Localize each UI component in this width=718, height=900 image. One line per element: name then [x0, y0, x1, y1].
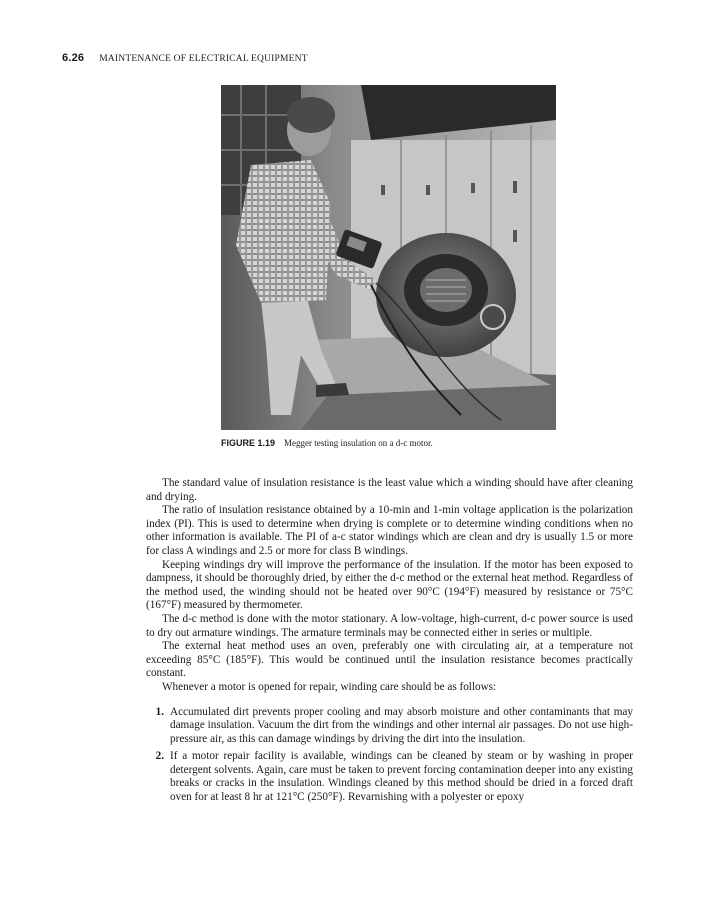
- page-number: 6.26: [62, 52, 85, 64]
- figure-label: FIGURE 1.19: [221, 438, 276, 448]
- section-title: MAINTENANCE OF ELECTRICAL EQUIPMENT: [99, 54, 308, 64]
- list-item-number: 1.: [155, 705, 164, 718]
- paragraph: The d-c method is done with the motor stationary. A low-voltage, high-current, d-c power source is used to dry out armature windings. The armature terminals may be connected either in series or multiple.: [146, 612, 633, 639]
- paragraph: The external heat method uses an oven, preferably one with circulating air, at a temperature not exceeding 85°C (185°F). This would be continued until the insulation resistance becomes practically constant.: [146, 640, 633, 680]
- list-item-text: If a motor repair facility is available, windings can be cleaned by steam or by washing in proper detergent solvents. Again, care must be taken to prevent forcing contamination deeper into any existing breaks or cracks in the insulation. Windings cleaned by this method should be dried in a forced draft oven for at least 8 hr at 121°C (250°F). Revarnishing with a polyester or epoxy: [170, 750, 633, 804]
- list-item: [146, 750, 633, 804]
- paragraph: Keeping windings dry will improve the performance of the insulation. If the motor has been exposed to dampness, it should be thoroughly dried, by either the d-c method or the external heat method. Regardless of the method used, the winding should not be heated over 90°C (194°F) measured by resistance or 75°C (167°F) measured by thermometer.: [146, 558, 633, 612]
- running-header: [62, 52, 308, 64]
- list-item: [146, 706, 633, 747]
- figure-caption-text: Megger testing insulation on a d-c motor.: [284, 438, 433, 448]
- list-item-text: Accumulated dirt prevents proper cooling and may absorb moisture and other contaminants that may damage insulation. Vacuum the dirt from the windings and other internal air passages. Do not use high-pressure air, as this can damage windings by driving the dirt into the insulation.: [170, 705, 633, 745]
- winding-care-list: [146, 706, 633, 805]
- photo-illustration: [221, 85, 556, 430]
- paragraph: The standard value of insulation resistance is the least value which a winding should have after cleaning and drying.: [146, 477, 633, 503]
- paragraph: Whenever a motor is opened for repair, winding care should be as follows:: [162, 680, 497, 693]
- body-text: [146, 477, 633, 809]
- list-item-number: 2.: [155, 750, 164, 763]
- figure-caption: [221, 438, 433, 448]
- figure-photo-megger-test: [221, 85, 556, 430]
- paragraph: The ratio of insulation resistance obtained by a 10-min and 1-min voltage application is the polarization index (PI). This is used to determine when drying is complete or to determine winding conditions when no other information is available. The PI of a-c stator windings which are clean and dry is usually 1.5 or more for class A windings and 2.5 or more for class B windings.: [146, 504, 633, 557]
